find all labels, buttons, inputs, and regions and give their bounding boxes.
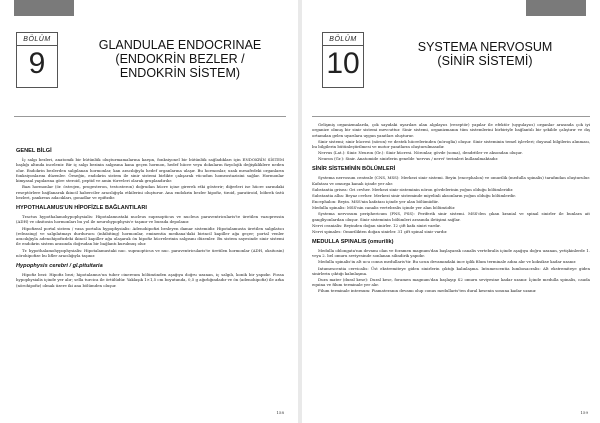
section-heading: GENEL BİLGİ: [16, 148, 52, 154]
chapter-title: [80, 38, 280, 80]
paragraph: Substantia grisea: Gri cevher. Merkezi sinir sisteminin nöron gövdelerinin yoğun olduğu bölümleridir.: [312, 186, 514, 192]
paragraph: Nervus (Lat.): Sinir. Neuron (Gr.): Sinir hücresi. Nöronlar, gövde (soma), dendritler ve aksondan oluşur.: [318, 150, 523, 156]
left-body-text: [16, 126, 284, 289]
paragraph: Systema nervosum centrale (CNS, MSS): Merkezi sinir sistemi. Beyin (encephalon) ve omurilik (medulla spinalis) tarafından oluşturulur. Kafatası ve omurga kanalı içinde yer alır.: [312, 175, 590, 186]
paragraph: Tractus hypothalamohypophysialis: Hipotalamustaki nucleus supraopticus ve nucleus paraventricularis'te üretilen vazopressin (ADH) ve oksitosin hormonları bu yol ile neurohypophysis'e taşınır ve burada depolanır.: [16, 214, 284, 225]
section-heading: MEDULLA SPINALIS (omurilik): [312, 239, 394, 246]
paragraph: Dura mater (dural kese): Dural kese, foramen magnum'dan başlayıp S2 omuru seviyesine kadar uzanır. İçinde medulla spinalis, cauda equina ve filum terminale yer alır.: [312, 276, 590, 288]
paragraph: Nervi spinales: Omurilikten doğan sinirler. 31 çift spinal sinir vardır.: [312, 228, 448, 234]
chapter-number: 9: [28, 47, 46, 80]
paragraph: Hipofiz bezi: Hipofiz bezi; hipotalamus'un tuber cinereum bölümünden aşağıya doğru uzanan, iç salgılı, konik bir yapıdır. Fossa hypophysialis içinde yer alır; sella turcica ile örtülüdür. Yaklaşık 1×1,5 cm boyutunda, 0,5 g ağırlığındadır ve ön (adenohipofiz) ile arka (nörohipofiz) olmak üzere iki ana bölümden oluşur.: [16, 272, 284, 288]
section-heading: Hypophysis cerebri / gl.pituitaria: [16, 263, 103, 270]
chapter-label: BÖLÜM: [323, 36, 363, 46]
left-page: [0, 0, 298, 423]
paragraph: İç salgı bezleri, anatomik bir bütünlük oluşturmamalarına karşın, fonksiyonel bir bütünlük sağladıkları için ENDOKRİN SİSTEM başlığı altında incelenir. Bir iç salgı bezinin salgısına kana geçen hormon, hedef hücre veya dokuların fizyolojik değişikliklere neden olur. Endokrin bezlerden salgılanan hormonlar, kan aracılığıyla hedef organlarına ulaşır. Bu hormonlar, uzak mesafedeki organların fonksiyonlarını düzenler. Örneğin, endokrin sistem ile sinir sistemi birlikte çalışarak vücudun homeostazisini sağlar. Hormonlar kimyasal yapılarına göre steroid, peptid ve amin türevleri olarak gruplandırılır.: [16, 157, 284, 184]
title-divider: [14, 116, 286, 117]
chapter-title-line: (ENDOKRİN BEZLER /: [115, 52, 245, 66]
paragraph: Sinir sistemi; sinir hücresi (nöron) ve destek hücrelerinden (nöroglia) oluşur. Sinir sisteminin temel işlevleri; duyusal bilgilerin alınması, bu bilgilerin bütünleştirilmesi ve motor yanıtların oluşturulmasıdır.: [312, 138, 590, 149]
chapter-title: [380, 40, 590, 68]
page-tab: [526, 0, 586, 16]
paragraph: Nervi cranialis: Beyinden doğan sinirler. 12 çift kafa siniri vardır.: [312, 222, 441, 228]
chapter-title-line: ENDOKRİN SİSTEM): [119, 66, 241, 80]
chapter-label: BÖLÜM: [17, 36, 57, 46]
chapter-title-line: (SİNİR SİSTEMİ): [437, 54, 533, 68]
paragraph: Neuron (Gr.): Sinir. Anatomide sinirlerin genelde 'nervus / nervi' terimleri kullanılmaktadır.: [318, 156, 499, 162]
paragraph: Substantia alba: Beyaz cevher. Merkezi sinir sisteminde miyelinli aksonların yoğun olduğu bölümlerdir.: [312, 192, 516, 198]
right-page: [302, 0, 600, 423]
paragraph: Hipofizeal portal sistem / vasa portalia hypophysialis: Adenohipofizi besleyen damar sistemidir. Hipotalamusta üretilen salgılatıcı (releasing) ve salgılatmayı durdurucu (inhibiting) hormonlar, eminentia mediana'daki birincil kapiller ağa geçer; portal venler aracılığıyla adenohipofizdeki ikincil kapiller ağa ulaşarak ön hipofiz hücrelerinin salgısını düzenler. Bu sistem sayesinde sinir sistemi ile endokrin sistem arasında doğrudan bir bağlantı kurulmuş olur.: [16, 225, 284, 247]
paragraph: Filum terminale internum: Piamateranın devamı olup conus medullaris'ten dural kesenin sonuna kadar uzanır.: [318, 288, 537, 294]
page-number: 158: [276, 410, 284, 415]
section-heading: SİNİR SİSTEMİNİN BÖLÜMLERİ: [312, 166, 396, 173]
page-tab: [14, 0, 74, 16]
page-number: 159: [580, 410, 588, 415]
chapter-title-line: SYSTEMA NERVOSUM: [417, 40, 553, 54]
paragraph: Encephalon: Beyin. MSS'nin kafatası içinde yer alan bölümüdür.: [312, 199, 439, 205]
section-heading: HYPOTHALAMUS'UN HİPOFİZLE BAĞLANTILARI: [16, 205, 147, 212]
chapter-box: [322, 32, 364, 88]
paragraph: Medulla spinalis'in alt ucu conus medullaris'tir. Bu ucun devamındaki ince iplik filum terminale adını alır ve koksikse kadar uzanır.: [318, 259, 577, 265]
paragraph: Systema nervosum periphericum (PNS, PSS): Periferik sinir sistemi. MSS'den çıkan kranial ve spinal sinirler ile bunlara ait gangliyonlardan oluşur. Sinir sisteminin bölümleri arasında iletişimi sağlar.: [312, 211, 590, 222]
paragraph: Bazı hormonlar (ör. östrojen, progesteron, testosteron) doğrudan hücre içine girerek etki gösterir; diğerleri ise hücre zarındaki reseptörlere bağlanarak ikincil haberciler aracılığıyla etkilerini oluşturur. Ana endokrin bezler hipofiz, tiroid, paratiroid, böbrek üstü bezleri, pankreas adacıkları, gonadlar ve epifizdir.: [16, 184, 284, 200]
paragraph: Tr. hypothalamohypophysialis: Hipotalamustaki nuc. supraopticus ve nuc. paraventricularis'te üretilen hormonlar (ADH, oksitosin) nörohipofize bu lifler aracılığıyla taşınır.: [16, 247, 284, 258]
paragraph: Medulla oblongata'nın devamı olan ve foramen magnum'dan başlayarak canalis vertebralis içinde aşağıya doğru uzanan, yetişkinlerde 1. veya 2. bel omuru seviyesinde sonlanan silindirik yapıdır.: [312, 248, 590, 259]
chapter-title-line: GLANDULAE ENDOCRINAE: [98, 38, 262, 52]
chapter-number: 10: [326, 47, 360, 80]
paragraph: Intumescentia cervicalis: Üst ekstremiteye giden sinirlerin çıktığı kalınlaşma. Intumescentia lumbosacralis: Alt ekstremiteye giden sinirlerin çıktığı kalınlaşma.: [312, 265, 590, 276]
paragraph: Medulla spinalis: MSS'nin canalis vertebralis içinde yer alan bölümüdür.: [312, 205, 456, 211]
right-body-text: [312, 122, 590, 294]
chapter-box: [16, 32, 58, 88]
title-divider: [312, 116, 590, 117]
paragraph: Gelişmiş organizmalarda, çok sayıdaki uyarıları alan algılayıcı (reseptör) yapılar ile efektör (uygulayıcı) organlar arasında çok iyi organize olmuş bir sinir sistemi mevcuttur. Sinir sistemi, organizmanın tüm sistemlerini birbiriyle bağlantılı bir şekilde çalıştırır ve dış ortamdan gelen uyarılara uygun yanıtları oluşturur.: [312, 122, 590, 138]
